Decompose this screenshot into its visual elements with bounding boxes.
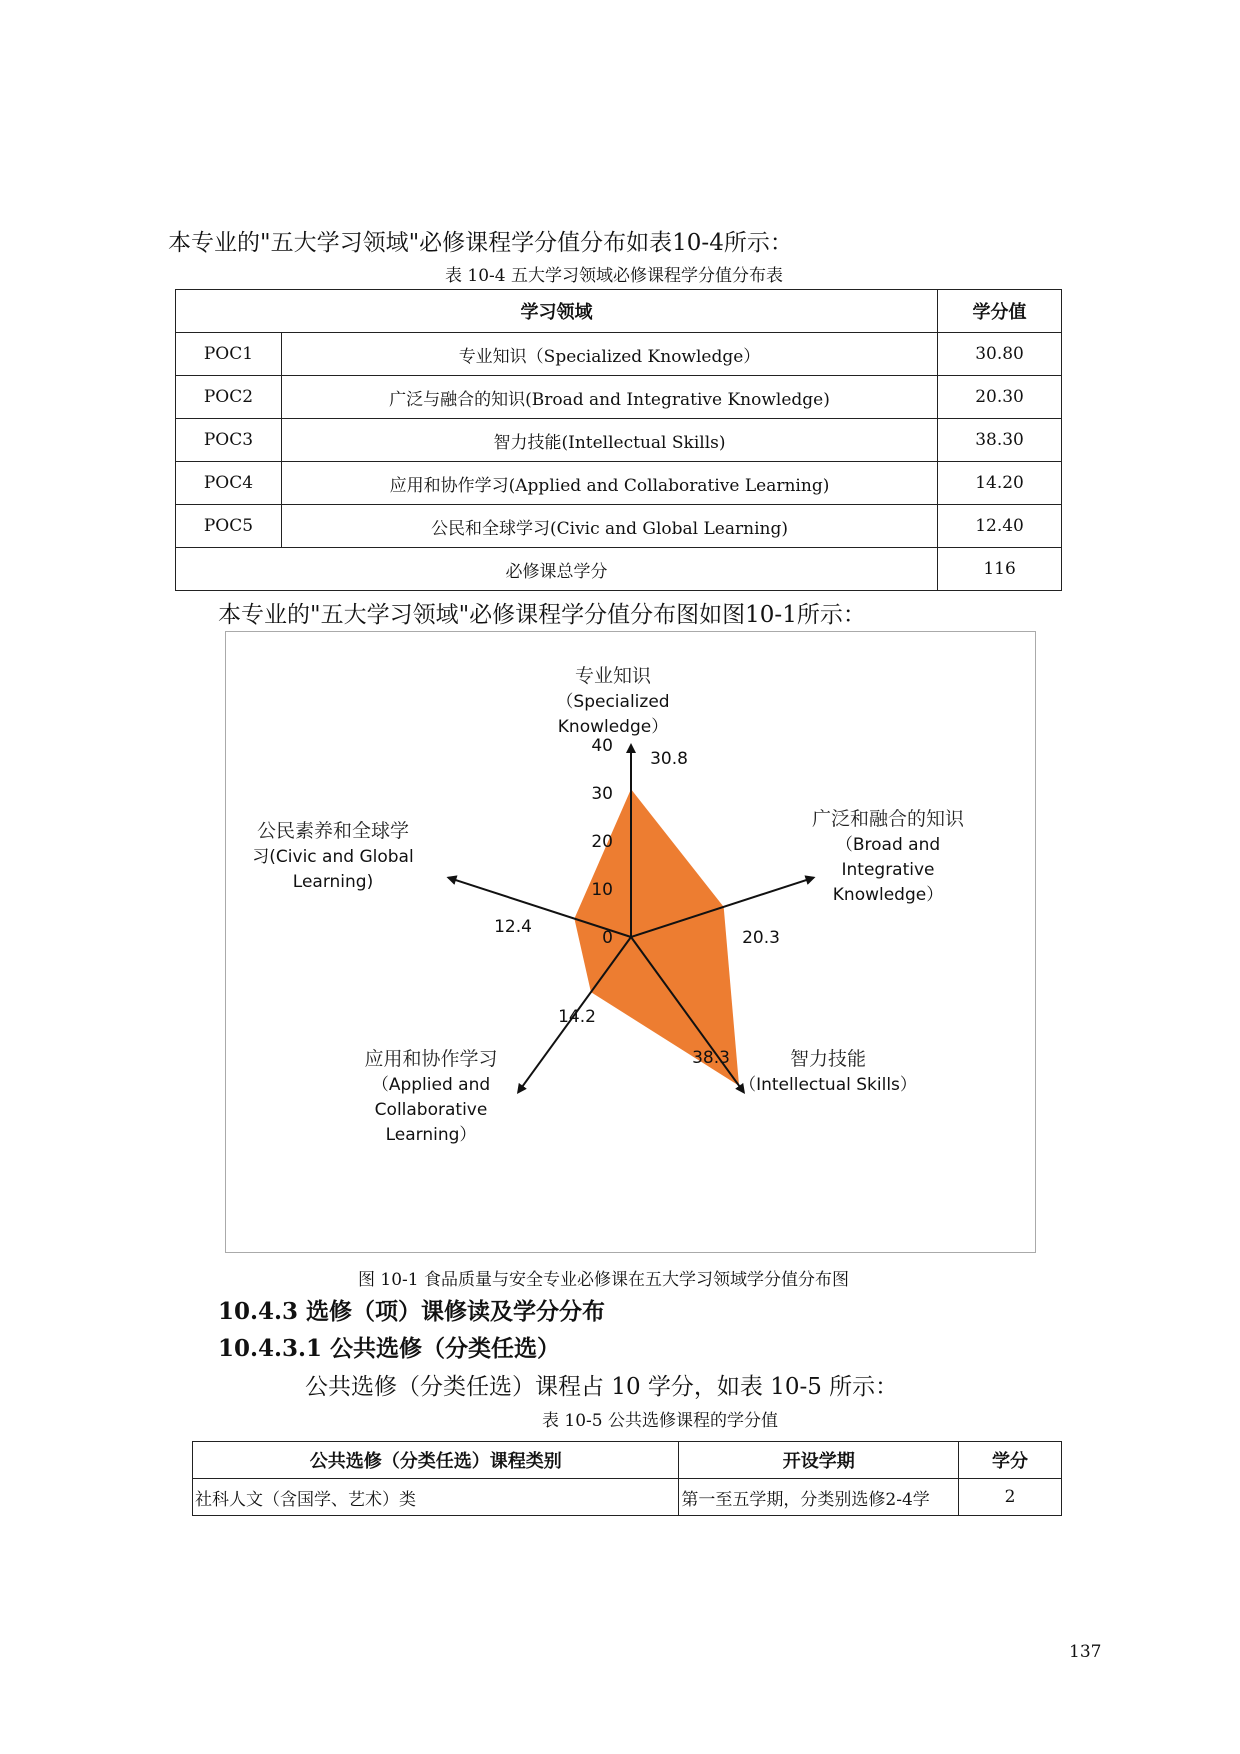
row-value: 38.30 <box>938 419 1062 462</box>
header-credit: 学分 <box>959 1442 1062 1479</box>
category-label-line: Integrative <box>841 860 935 880</box>
axis-tick-label: 10 <box>591 880 613 900</box>
table-header-row <box>193 1442 1062 1479</box>
radar-chart <box>226 632 1034 1251</box>
category-label-line: （Applied and <box>371 1075 491 1095</box>
category-label-line: 专业知识 <box>574 665 652 687</box>
row-term: 第一至五学期，分类别选修2-4学 <box>679 1479 959 1516</box>
row-code: POC4 <box>176 462 282 505</box>
credit-table <box>175 289 1062 591</box>
category-label-line: （Intellectual Skills） <box>739 1075 917 1095</box>
row-value: 30.80 <box>938 333 1062 376</box>
row-value: 12.40 <box>938 505 1062 548</box>
axis-tick-label: 30 <box>591 784 613 804</box>
header-category: 公共选修（分类任选）课程类别 <box>193 1442 679 1479</box>
category-label-line: Learning) <box>292 872 374 892</box>
subsection-heading: 10.4.3.1 公共选修（分类任选） <box>218 1335 561 1362</box>
table-row <box>193 1479 1062 1516</box>
table-row <box>176 376 1062 419</box>
header-term: 开设学期 <box>679 1442 959 1479</box>
total-label: 必修课总学分 <box>176 548 938 591</box>
category-label <box>364 1048 497 1145</box>
axis-tick-label: 20 <box>591 832 613 852</box>
table-row <box>176 505 1062 548</box>
data-label: 30.8 <box>650 749 688 769</box>
category-label-line: Learning） <box>385 1125 477 1145</box>
section-heading: 10.4.3 选修（项）课修读及学分分布 <box>218 1298 606 1325</box>
intro-text-1: 本专业的"五大学习领域"必修课程学分值分布如表10-4所示： <box>168 230 793 256</box>
axis-tick-label: 40 <box>591 736 613 756</box>
category-label-line: 应用和协作学习 <box>364 1048 498 1070</box>
row-value: 20.30 <box>938 376 1062 419</box>
row-value: 14.20 <box>938 462 1062 505</box>
category-label-line: Collaborative <box>374 1100 488 1120</box>
table-caption-1: 表 10-4 五大学习领域必修课程学分值分布表 <box>445 266 783 286</box>
figure-caption: 图 10-1 食品质量与安全专业必修课在五大学习领域学分值分布图 <box>358 1270 849 1290</box>
paragraph-text: 公共选修（分类任选）课程占 10 学分，如表 10-5 所示： <box>305 1374 899 1400</box>
category-label-line: Knowledge） <box>832 885 944 905</box>
elective-table <box>192 1441 1062 1516</box>
row-code: POC2 <box>176 376 282 419</box>
data-label: 12.4 <box>494 917 532 937</box>
table-row <box>176 333 1062 376</box>
figure-frame <box>225 631 1036 1253</box>
data-label: 38.3 <box>692 1048 730 1068</box>
data-label: 14.2 <box>558 1007 596 1027</box>
row-domain-name: 应用和协作学习(Applied and Collaborative Learning) <box>281 462 937 505</box>
category-label-line: 智力技能 <box>789 1048 867 1070</box>
row-domain-name: 智力技能(Intellectual Skills) <box>281 419 937 462</box>
category-label <box>252 820 413 892</box>
row-domain-name: 公民和全球学习(Civic and Global Learning) <box>281 505 937 548</box>
header-domain: 学习领域 <box>176 290 938 333</box>
row-domain-name: 专业知识（Specialized Knowledge） <box>281 333 937 376</box>
category-label <box>739 1048 917 1095</box>
row-domain-name: 广泛与融合的知识(Broad and Integrative Knowledge) <box>281 376 937 419</box>
table-total-row <box>176 548 1062 591</box>
page-number: 137 <box>1069 1642 1102 1662</box>
table-caption-2: 表 10-5 公共选修课程的学分值 <box>542 1411 778 1431</box>
category-label-line: （Specialized <box>556 692 670 712</box>
table-header-row <box>176 290 1062 333</box>
table-row <box>176 419 1062 462</box>
row-code: POC3 <box>176 419 282 462</box>
row-code: POC5 <box>176 505 282 548</box>
intro-text-2: 本专业的"五大学习领域"必修课程学分值分布图如图10-1所示： <box>218 602 866 628</box>
category-label-line: 广泛和融合的知识 <box>811 808 965 830</box>
category-label-line: 习(Civic and Global <box>252 847 414 867</box>
row-code: POC1 <box>176 333 282 376</box>
category-label-line: Knowledge） <box>557 717 669 737</box>
category-label <box>556 665 669 737</box>
row-credit: 2 <box>959 1479 1062 1516</box>
axis-tick-label: 0 <box>602 928 613 948</box>
row-category: 社科人文（含国学、艺术）类 <box>193 1479 679 1516</box>
table-row <box>176 462 1062 505</box>
data-label: 20.3 <box>742 928 780 948</box>
category-label <box>812 808 965 905</box>
category-label-line: 公民素养和全球学 <box>256 820 410 842</box>
total-value: 116 <box>938 548 1062 591</box>
category-label-line: （Broad and <box>835 835 941 855</box>
header-value: 学分值 <box>938 290 1062 333</box>
